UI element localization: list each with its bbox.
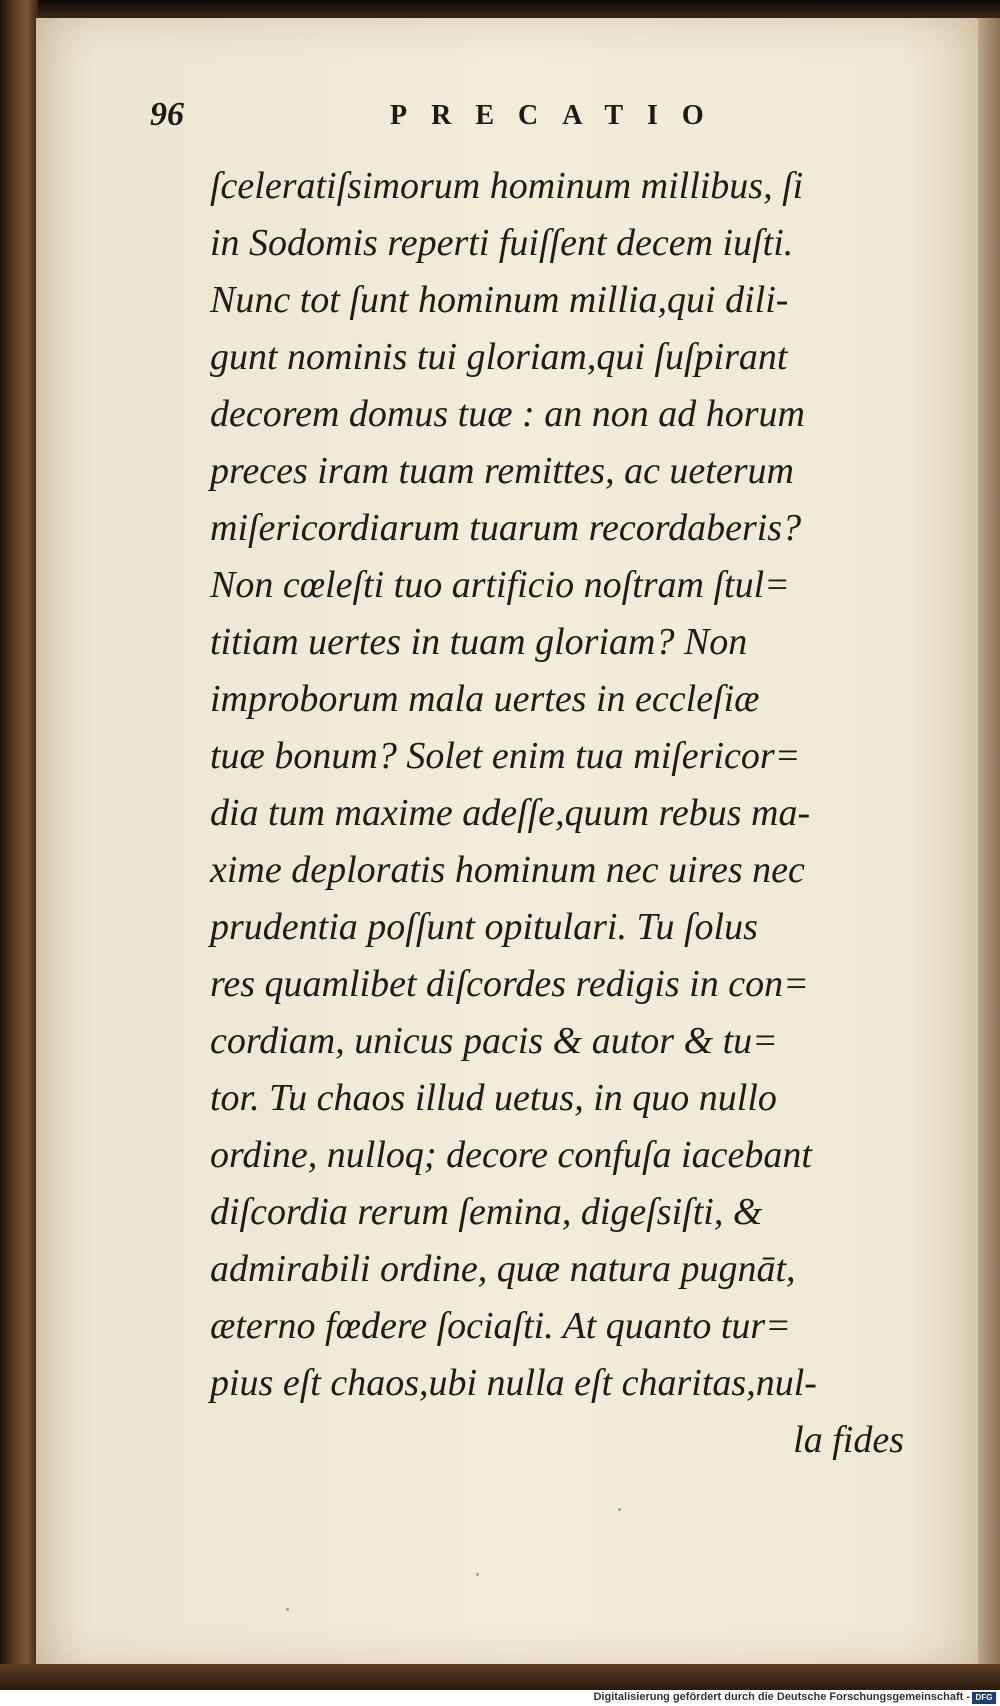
text-line: Non cœleſti tuo artificio noſtram ſtul= — [210, 564, 790, 606]
text-line: Nunc tot ſunt hominum millia,qui dili- — [210, 279, 789, 321]
text-line: cordiam, unicus pacis & autor & tu= — [210, 1020, 778, 1062]
paper-speck — [286, 1608, 289, 1611]
text-line: tor. Tu chaos illud uetus, in quo nullo — [210, 1077, 777, 1119]
text-line: pius eſt chaos,ubi nulla eſt charitas,nul- — [210, 1362, 817, 1404]
paper-speck — [476, 1573, 479, 1576]
page-edge — [978, 18, 1000, 1668]
text-line: decorem domus tuæ : an non ad horum — [210, 393, 805, 435]
text-line: res quamlibet diſcordes redigis in con= — [210, 963, 809, 1005]
text-line: xime deploratis hominum nec uires nec — [210, 849, 805, 891]
text-line: miſericordiarum tuarum recordaberis? — [210, 507, 802, 549]
dfg-logo-icon: DFG — [972, 1692, 996, 1704]
text-line: in Sodomis reperti fuiſſent decem iuſti. — [210, 222, 794, 264]
text-line: gunt nominis tui gloriam,qui ſuſpirant — [210, 336, 788, 378]
bottom-edge — [0, 1664, 1000, 1690]
text-line: diſcordia rerum ſemina, digeſsiſti, & — [210, 1191, 763, 1233]
paper-speck — [618, 1508, 621, 1511]
text-line: preces iram tuam remittes, ac ueterum — [210, 450, 794, 492]
page-header — [150, 96, 750, 136]
top-edge — [0, 0, 1000, 20]
text-line: admirabili ordine, quæ natura pugnāt, — [210, 1248, 796, 1290]
text-line: improborum mala uertes in eccleſiæ — [210, 678, 760, 720]
body-text — [210, 158, 910, 1469]
text-line: æterno fœdere ſociaſti. At quanto tur= — [210, 1305, 791, 1347]
footer-bar — [0, 1690, 1000, 1706]
text-line: ſceleratiſsimorum hominum millibus, ſi — [210, 165, 804, 207]
text-line: dia tum maxime adeſſe,quum rebus ma- — [210, 792, 811, 834]
text-line: ordine, nulloq; decore confuſa iacebant — [210, 1134, 812, 1176]
running-head: PRECATIO — [390, 100, 728, 131]
footer-credit: Digitalisierung gefördert durch die Deutsche Forschungsgemeinschaft - — [593, 1691, 970, 1703]
text-line: titiam uertes in tuam gloriam? Non — [210, 621, 748, 663]
catchword-line: la fides — [793, 1419, 904, 1461]
text-line: prudentia poſſunt opitulari. Tu ſolus — [210, 906, 758, 948]
page-number: 96 — [150, 96, 184, 133]
text-line: tuæ bonum? Solet enim tua miſericor= — [210, 735, 801, 777]
book-binding — [0, 0, 38, 1690]
